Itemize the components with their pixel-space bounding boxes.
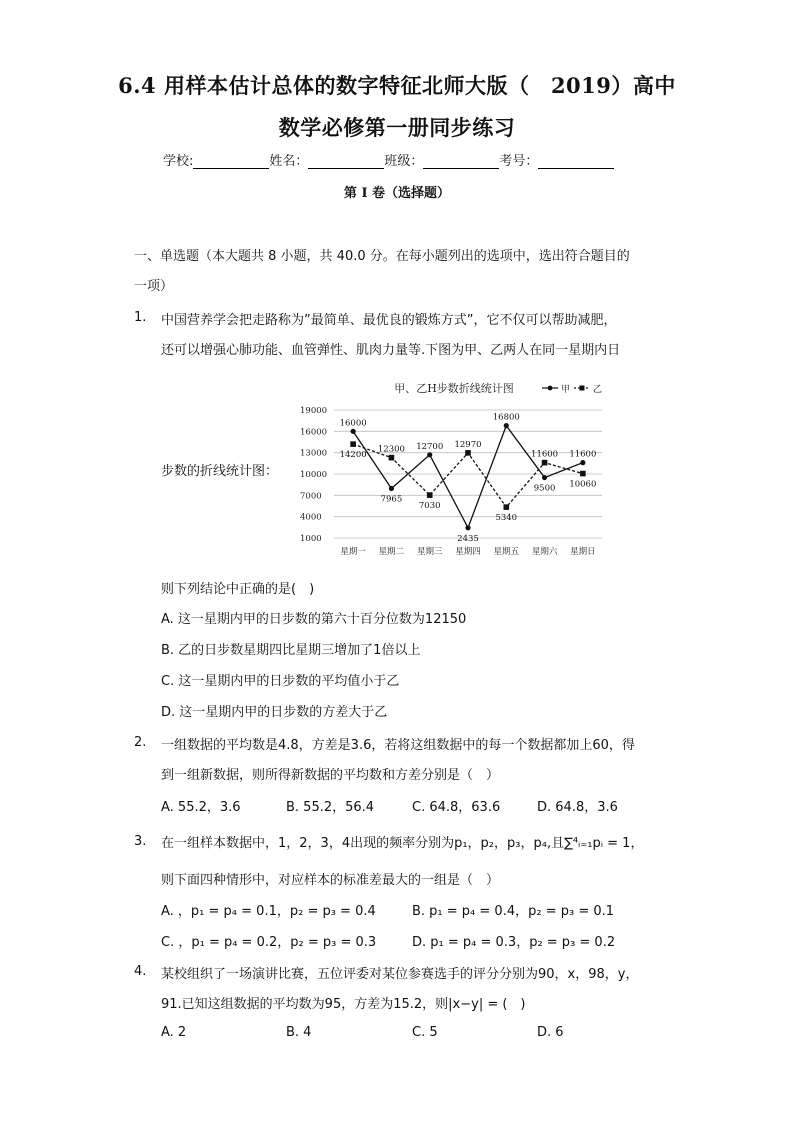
- question-number: 2.: [134, 735, 147, 750]
- y-tick-label: 4000: [300, 512, 322, 523]
- option-a[interactable]: A. 2: [161, 1025, 187, 1040]
- x-tick-label: 星期三: [416, 547, 443, 557]
- data-point-jia: [580, 460, 585, 465]
- y-tick-label: 13000: [300, 448, 328, 459]
- section-heading-cont: 一项）: [134, 279, 174, 294]
- option-b[interactable]: B. p₁ = p₄ = 0.4，p₂ = p₃ = 0.1: [412, 904, 615, 919]
- question-text: 某校组织了一场演讲比赛，五位评委对某位参赛选手的评分分别为90，x，98，y，: [161, 967, 639, 982]
- y-tick-label: 16000: [300, 427, 328, 438]
- data-point-jia: [465, 525, 470, 530]
- question-text: 中国营养学会把走路称为”最简单、最优良的锻炼方式”，它不仅可以帮助减肥，: [161, 313, 617, 328]
- y-tick-label: 7000: [300, 491, 322, 502]
- data-point-yi: [503, 504, 509, 510]
- question-text: 91.已知这组数据的平均数为95，方差为15.2，则|x−y| = ( ): [161, 997, 526, 1012]
- option-d[interactable]: D. 这一星期内甲的日步数的方差大于乙: [161, 705, 388, 720]
- data-label-jia: 2435: [457, 533, 479, 544]
- option-b[interactable]: B. 4: [286, 1025, 312, 1040]
- section-heading: 一、单选题（本大题共 8 小题，共 40.0 分。在每小题列出的选项中，选出符合题目的: [134, 249, 630, 264]
- class-blank[interactable]: [423, 154, 499, 169]
- number-blank[interactable]: [538, 154, 614, 169]
- data-point-yi: [465, 450, 471, 456]
- data-label-jia: 16800: [492, 412, 520, 423]
- data-point-yi: [427, 492, 433, 498]
- option-b[interactable]: B. 55.2，56.4: [286, 800, 375, 815]
- step-count-chart: [296, 378, 612, 560]
- question-text: 在一组样本数据中，1，2，3，4出现的频率分别为p₁，p₂，p₃，p₄,且∑⁴ᵢ₌₁pᵢ = 1，: [161, 836, 644, 851]
- page-title: 6.4 用样本估计总体的数字特征北师大版（ 2019）高中: [118, 73, 676, 98]
- question-number: 4.: [134, 964, 147, 979]
- data-point-yi: [350, 441, 356, 447]
- question-number: 1.: [134, 310, 147, 325]
- school-label: 学校:: [163, 154, 194, 169]
- data-label-jia: 12700: [416, 441, 444, 452]
- question-text: 步数的折线统计图：: [161, 464, 279, 479]
- data-point-jia: [542, 475, 547, 480]
- option-a[interactable]: A. 55.2，3.6: [161, 800, 241, 815]
- data-label-jia: 7965: [380, 494, 403, 505]
- option-c[interactable]: C. 这一星期内甲的日步数的平均值小于乙: [161, 674, 400, 689]
- option-d[interactable]: D. p₁ = p₄ = 0.3，p₂ = p₃ = 0.2: [412, 935, 616, 950]
- data-point-jia: [389, 486, 394, 491]
- question-number: 3.: [134, 834, 147, 849]
- option-b[interactable]: B. 乙的日步数星期四比星期三增加了1倍以上: [161, 643, 421, 658]
- legend-marker-jia: [548, 386, 553, 391]
- data-label-yi: 12300: [377, 444, 405, 455]
- x-tick-label: 星期日: [570, 547, 596, 557]
- option-a[interactable]: A. 这一星期内甲的日步数的第六十百分位数为12150: [161, 612, 467, 627]
- data-point-jia: [504, 423, 509, 428]
- x-tick-label: 星期五: [493, 547, 520, 557]
- option-c[interactable]: C. ，p₁ = p₄ = 0.2，p₂ = p₃ = 0.3: [161, 935, 377, 950]
- data-label-jia: 11600: [569, 449, 597, 460]
- y-tick-label: 10000: [300, 470, 328, 480]
- data-label-yi: 14200: [339, 450, 367, 461]
- data-label-yi: 10060: [569, 479, 597, 490]
- data-label-yi: 12970: [454, 439, 482, 450]
- data-label-jia: 9500: [533, 483, 556, 494]
- x-tick-label: 星期一: [340, 547, 366, 557]
- data-label-yi: 7030: [418, 501, 441, 512]
- option-c[interactable]: C. 5: [412, 1025, 438, 1040]
- question-text: 则下面四种情形中，对应样本的标准差最大的一组是（ ）: [161, 873, 500, 888]
- data-point-yi: [389, 455, 395, 461]
- data-label-yi: 5340: [495, 513, 518, 524]
- option-c[interactable]: C. 64.8，63.6: [412, 800, 501, 815]
- x-tick-label: 星期二: [378, 547, 405, 557]
- question-text: 一组数据的平均数是4.8，方差是3.6，若将这组数据中的每一个数据都加上60，得: [161, 738, 635, 753]
- option-d[interactable]: D. 64.8，3.6: [537, 800, 618, 815]
- data-point-yi: [580, 471, 586, 477]
- x-tick-label: 星期四: [455, 547, 481, 557]
- legend-label-yi: 乙: [593, 385, 603, 395]
- y-tick-label: 19000: [300, 406, 328, 416]
- page-subtitle: 数学必修第一册同步练习: [278, 115, 516, 140]
- class-label: 班级：: [384, 154, 424, 169]
- data-label-yi: 11600: [531, 449, 559, 460]
- student-info: [163, 150, 614, 169]
- x-tick-label: 星期六: [531, 547, 558, 557]
- volume-heading: 第 I 卷（选择题）: [343, 186, 451, 201]
- data-point-jia: [351, 429, 356, 434]
- question-text: 到一组新数据，则所得新数据的平均数和方差分别是（ ）: [161, 768, 500, 783]
- school-blank[interactable]: [193, 154, 269, 169]
- legend-marker-yi: [580, 386, 585, 391]
- name-label: 姓名：: [269, 154, 309, 169]
- line-chart: [296, 378, 612, 560]
- data-point-jia: [427, 452, 432, 457]
- name-blank[interactable]: [308, 154, 384, 169]
- question-stem: 则下列结论中正确的是( ): [161, 582, 315, 597]
- number-label: 考号：: [499, 154, 539, 169]
- option-d[interactable]: D. 6: [537, 1025, 564, 1040]
- data-point-yi: [542, 460, 548, 466]
- legend-label-jia: 甲: [561, 385, 571, 395]
- chart-title: 甲、乙H步数折线统计图: [394, 382, 514, 395]
- question-text: 还可以增强心肺功能、血管弹性、肌肉力量等.下图为甲、乙两人在同一星期内日: [161, 343, 621, 358]
- data-label-jia: 16000: [339, 418, 367, 429]
- option-a[interactable]: A. ，p₁ = p₄ = 0.1，p₂ = p₃ = 0.4: [161, 904, 376, 919]
- y-tick-label: 1000: [300, 534, 322, 544]
